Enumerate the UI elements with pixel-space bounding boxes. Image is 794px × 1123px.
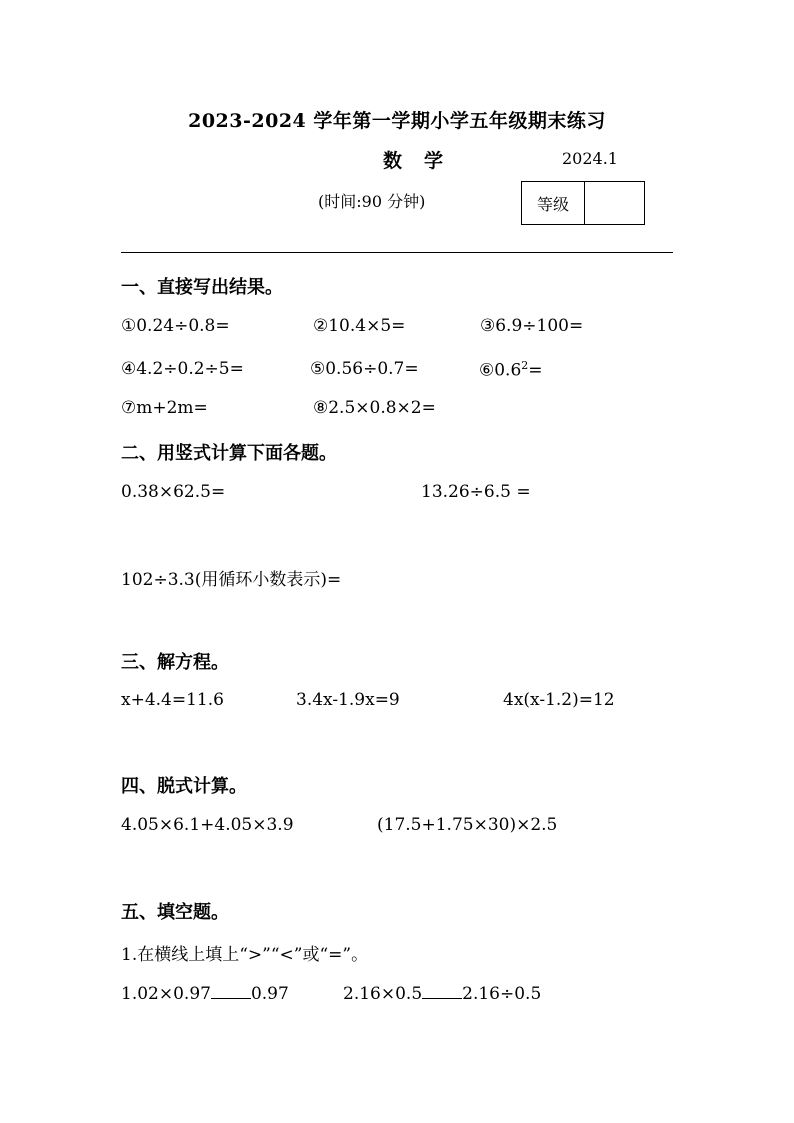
question-1-2: ②10.4×5=: [313, 316, 406, 336]
section-3-heading: 三、解方程。: [121, 652, 229, 673]
question-5-1-part-b: 2.16×0.5 2.16÷0.5: [343, 984, 542, 1004]
question-1-6: $⑥0.6^2=$: [479, 359, 543, 381]
grade-box: [521, 181, 645, 225]
grade-label: 等级: [522, 182, 585, 224]
answer-blank[interactable]: [422, 982, 462, 999]
question-1-1: ①0.24÷0.8=: [121, 316, 230, 336]
time-limit: (时间:90 分钟): [318, 192, 426, 211]
question-5-1-prompt: 1.在横线上填上“>”“<”或“=”。: [121, 945, 369, 965]
question-4-2: (17.5+1.75×30)×2.5: [377, 815, 558, 835]
question-1-3: ③6.9÷100=: [480, 316, 584, 336]
question-1-5: ⑤0.56÷0.7=: [310, 359, 419, 379]
question-1-8: ⑧2.5×0.8×2=: [313, 398, 436, 418]
question-1-4: ④4.2÷0.2÷5=: [121, 359, 244, 379]
question-3-2: 3.4x-1.9x=9: [296, 690, 400, 710]
exam-date: 2024.1: [562, 149, 618, 168]
section-2-heading: 二、用竖式计算下面各题。: [121, 443, 337, 464]
section-4-heading: 四、脱式计算。: [121, 776, 247, 797]
question-1-7: ⑦m+2m=: [121, 398, 208, 418]
section-1-heading: 一、直接写出结果。: [121, 277, 283, 298]
grade-cell[interactable]: [585, 182, 644, 224]
subject-label: 数学: [383, 150, 466, 172]
question-4-1: 4.05×6.1+4.05×3.9: [121, 815, 294, 835]
question-2-1: 0.38×62.5=: [121, 482, 226, 502]
question-3-3: 4x(x-1.2)=12: [503, 690, 615, 710]
page-title: 2023-2024 学年第一学期小学五年级期末练习: [188, 110, 606, 132]
section-5-heading: 五、填空题。: [121, 902, 229, 923]
header-divider: [121, 252, 673, 253]
question-2-3: 102÷3.3(用循环小数表示)=: [121, 570, 342, 590]
answer-blank[interactable]: [211, 982, 251, 999]
question-3-1: x+4.4=11.6: [121, 690, 224, 710]
question-5-1-part-a: 1.02×0.97 0.97: [121, 984, 289, 1004]
question-2-2: 13.26÷6.5 =: [421, 482, 531, 502]
